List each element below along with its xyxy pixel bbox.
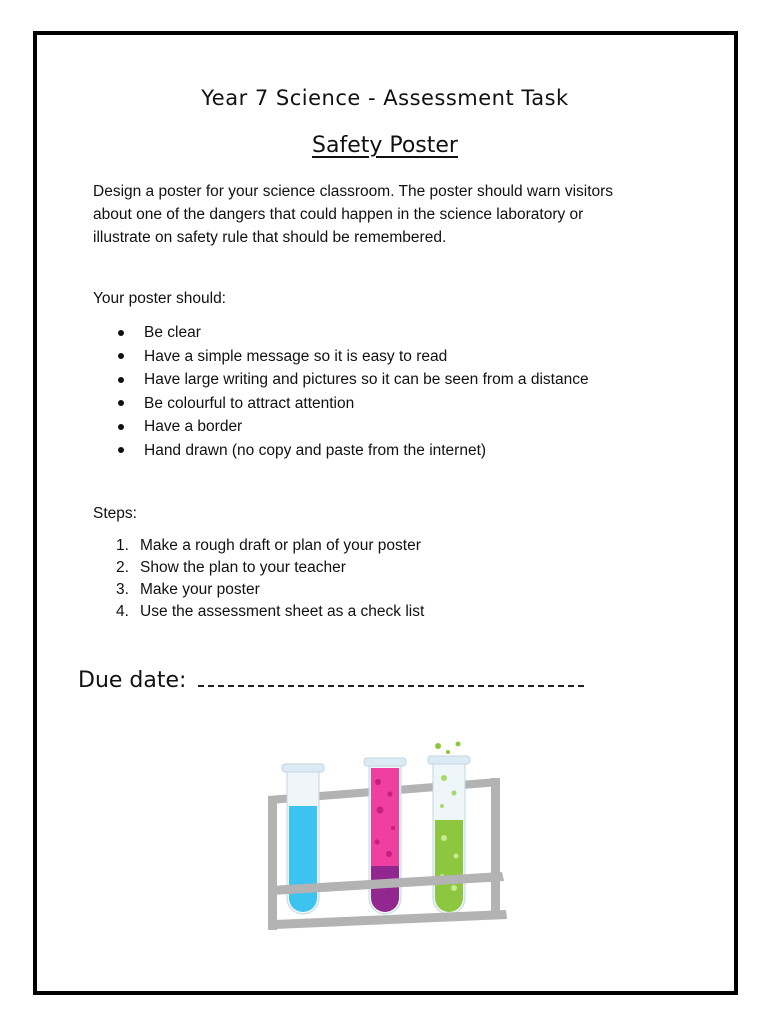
list-item-text: Have a simple message so it is easy to read xyxy=(144,347,448,365)
list-item xyxy=(116,601,424,623)
due-date-label: Due date: xyxy=(78,668,187,693)
list-item xyxy=(116,557,424,579)
step-number: 3. xyxy=(116,581,129,598)
list-item-text: Have a border xyxy=(144,418,243,435)
step-text: Make a rough draft or plan of your poster xyxy=(140,537,421,554)
bullet-icon xyxy=(118,424,124,430)
list-item xyxy=(116,415,589,439)
pink-tube xyxy=(364,758,406,914)
bullet-icon xyxy=(118,447,124,453)
intro-paragraph xyxy=(93,180,683,249)
step-number: 1. xyxy=(116,537,129,554)
list-item xyxy=(116,392,589,416)
bullet-icon xyxy=(118,377,124,383)
requirements-label: Your poster should: xyxy=(93,290,226,307)
step-text: Make your poster xyxy=(140,581,260,598)
list-item xyxy=(116,439,589,463)
list-item xyxy=(116,368,589,392)
green-tube xyxy=(428,742,470,915)
bullet-icon xyxy=(118,353,124,359)
steps-label: Steps: xyxy=(93,505,137,522)
list-item xyxy=(116,535,424,557)
test-tubes-rack-icon xyxy=(262,738,512,938)
step-text: Show the plan to your teacher xyxy=(140,559,346,576)
list-item-text: Have large writing and pictures so it can be seen from a distance xyxy=(144,371,589,388)
list-item-text: Hand drawn (no copy and paste from the internet) xyxy=(144,441,487,459)
bullet-icon xyxy=(118,330,124,336)
list-item-text: Be colourful to attract attention xyxy=(144,394,355,412)
list-item-text: Be clear xyxy=(144,324,201,341)
list-item xyxy=(116,579,424,601)
step-text: Use the assessment sheet as a check list xyxy=(140,603,425,620)
step-number: 2. xyxy=(116,559,129,576)
steps-list xyxy=(116,535,424,623)
page-title: Year 7 Science - Assessment Task xyxy=(201,86,569,110)
intro-line: about one of the dangers that could happen in the science laboratory or xyxy=(93,206,584,223)
step-number: 4. xyxy=(116,603,129,620)
bullet-icon xyxy=(118,400,124,406)
due-date-blank xyxy=(198,671,584,687)
list-item xyxy=(116,321,589,345)
task-title-text: Safety Poster xyxy=(312,133,458,158)
due-date-row xyxy=(78,668,584,693)
list-item xyxy=(116,345,589,369)
requirements-list xyxy=(116,321,589,462)
task-title xyxy=(0,133,770,158)
intro-line: Design a poster for your science classroom. The poster should warn visitors xyxy=(93,183,614,200)
intro-line: illustrate on safety rule that should be remembered. xyxy=(93,229,447,246)
